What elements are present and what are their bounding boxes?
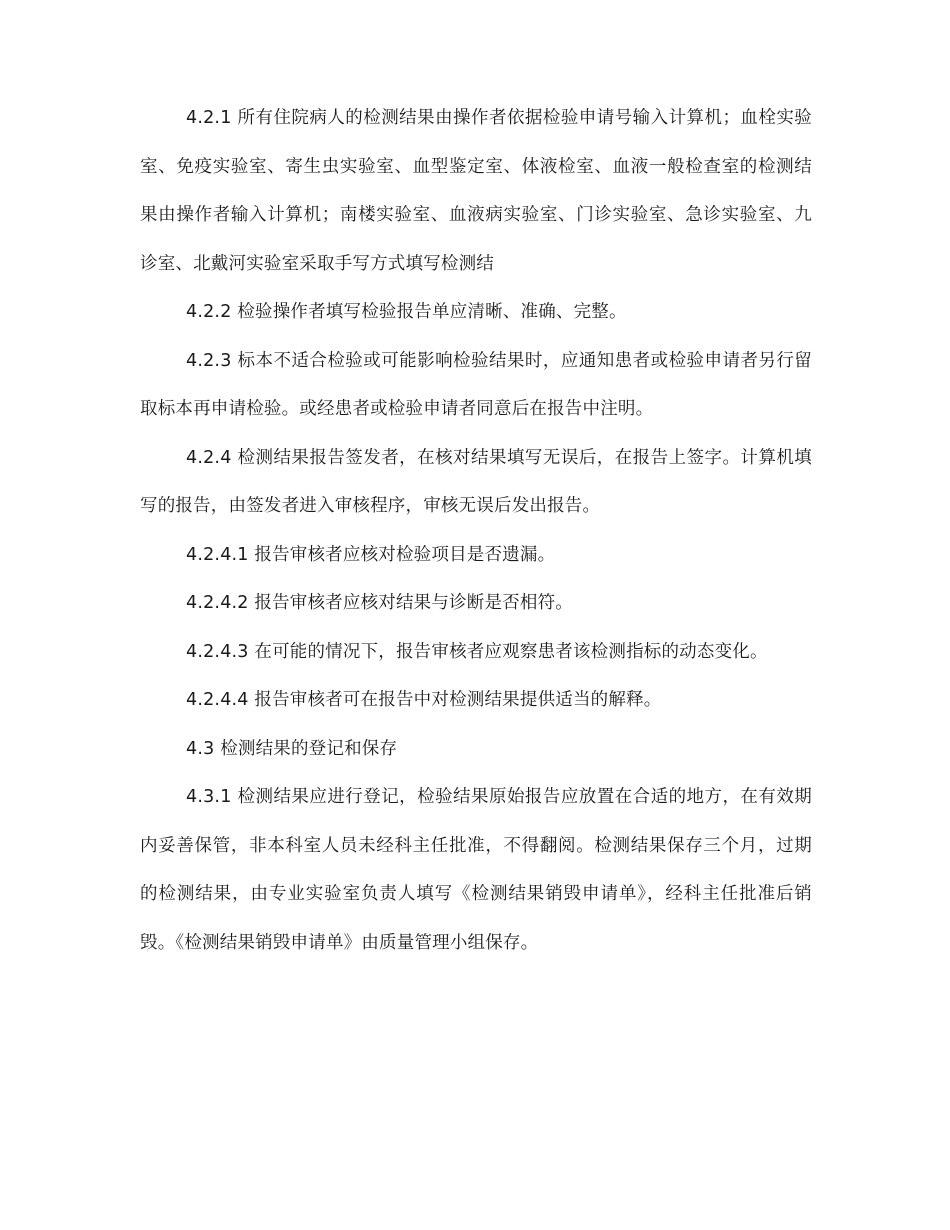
paragraph-4-2-1: 4.2.1 所有住院病人的检测结果由操作者依据检验申请号输入计算机；血栓实验室、免疫实验室、寄生虫实验室、血型鉴定室、体液检室、血液一般检查室的检测结果由操作者输入计算机；南楼实验室、血液病实验室、门诊实验室、急诊实验室、九诊室、北戴河实验室采取手写方式填写检测结 bbox=[140, 108, 812, 274]
paragraph-4-2-2: 4.2.2 检验操作者填写检验报告单应清晰、准确、完整。 bbox=[186, 302, 627, 322]
paragraph-4-2-4-3: 4.2.4.3 在可能的情况下，报告审核者应观察患者该检测指标的动态变化。 bbox=[186, 641, 768, 662]
paragraph-4-2-4: 4.2.4 检测结果报告签发者，在核对结果填写无误后，在报告上签字。计算机填写的报告，由签发者进入审核程序，审核无误后发出报告。 bbox=[140, 447, 812, 516]
paragraph-4-2-4-4: 4.2.4.4 报告审核者可在报告中对检测结果提供适当的解释。 bbox=[186, 690, 662, 710]
paragraph-4-2-3: 4.2.3 标本不适合检验或可能影响检验结果时，应通知患者或检验申请者另行留取标本再申请检验。或经患者或检验申请者同意后在报告中注明。 bbox=[140, 350, 812, 419]
paragraph-4-3-1: 4.3.1 检测结果应进行登记，检验结果原始报告应放置在合适的地方，在有效期内妥善保管，非本科室人员未经科主任批准，不得翻阅。检测结果保存三个月，过期的检测结果，由专业实验室负责人填写《检测结果销毁申请单》，经科主任批准后销毁。《检测结果销毁申请单》由质量管理小组保存。 bbox=[140, 787, 812, 953]
paragraph-4-2-4-1: 4.2.4.1 报告审核者应核对检验项目是否遗漏。 bbox=[186, 544, 556, 565]
section-heading-4-3: 4.3 检测结果的登记和保存 bbox=[186, 738, 398, 759]
paragraph-4-2-4-2: 4.2.4.2 报告审核者应核对结果与诊断是否相符。 bbox=[186, 593, 573, 613]
document-page bbox=[140, 94, 812, 967]
